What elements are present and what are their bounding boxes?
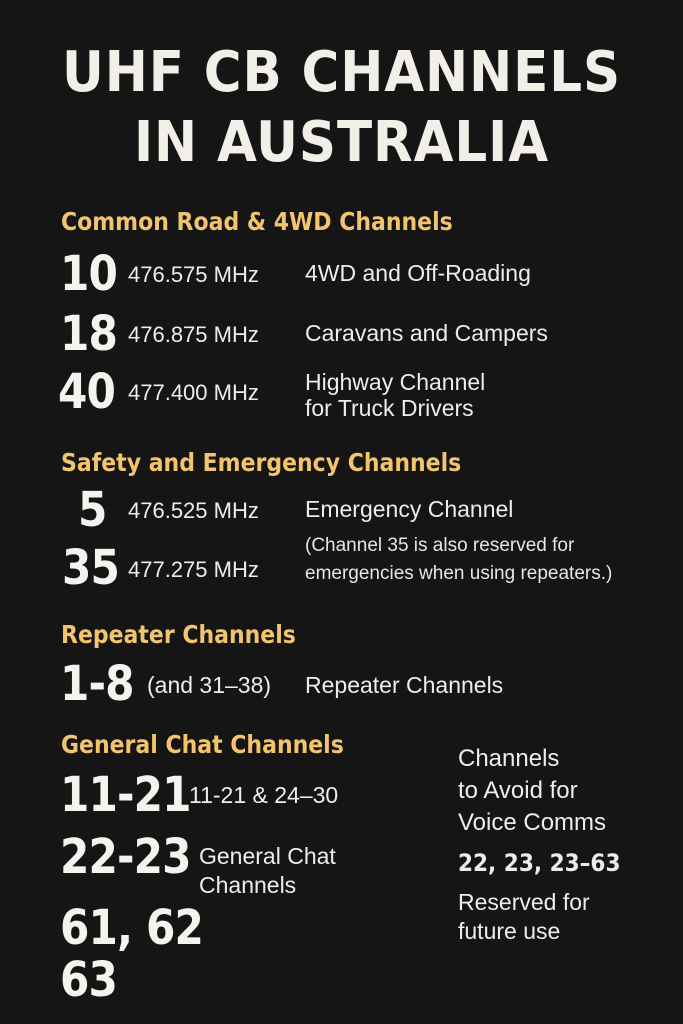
avoid-heading-line2: to Avoid for xyxy=(458,777,578,804)
channel-desc-40-line1: Highway Channel xyxy=(305,369,486,395)
channel-desc-40-line2: for Truck Drivers xyxy=(305,395,474,421)
chat-channel-11-21-desc: 11-21 & 24–30 xyxy=(189,782,339,808)
chat-channel-22-23: 22-23 xyxy=(60,829,191,885)
avoid-note-line1: Reserved for xyxy=(458,889,590,915)
chat-channel-11-21: 11-21 xyxy=(60,767,191,823)
section-heading-chat: General Chat Channels xyxy=(61,730,344,759)
page-title-line1: UHF CB CHANNELS xyxy=(61,40,622,105)
section-heading-repeater: Repeater Channels xyxy=(61,620,296,649)
channel-freq-5: 476.525 MHz xyxy=(128,498,259,523)
channel-number-40: 40 xyxy=(58,364,116,420)
avoid-heading-line1: Channels xyxy=(458,745,560,772)
repeater-desc: Repeater Channels xyxy=(305,672,504,698)
chat-channel-22-23-desc-line1: General Chat xyxy=(199,843,336,869)
channel-freq-40: 477.400 MHz xyxy=(128,380,259,405)
chat-channel-22-23-desc-line2: Channels xyxy=(199,872,297,898)
channel-number-18: 18 xyxy=(60,306,118,362)
channel-freq-18: 476.875 MHz xyxy=(128,322,259,347)
channel-note-35-line1: (Channel 35 is also reserved for xyxy=(305,535,575,556)
page-title-line2: IN AUSTRALIA xyxy=(133,110,550,175)
chat-channel-63: 63 xyxy=(60,952,118,1008)
channel-freq-35: 477.275 MHz xyxy=(128,557,259,582)
avoid-channels: 22, 23, 23–63 xyxy=(458,849,621,877)
channel-number-35: 35 xyxy=(62,540,120,596)
section-heading-safety: Safety and Emergency Channels xyxy=(61,448,462,477)
channel-number-5: 5 xyxy=(78,482,107,538)
channel-freq-10: 476.575 MHz xyxy=(128,262,259,287)
channel-desc-10: 4WD and Off-Roading xyxy=(305,260,531,286)
chat-channel-61-62: 61, 62 xyxy=(60,900,204,956)
section-heading-road: Common Road & 4WD Channels xyxy=(61,207,453,236)
repeater-range: (and 31–38) xyxy=(147,672,272,698)
channel-note-35-line2: emergencies when using repeaters.) xyxy=(305,563,613,584)
channel-number-10: 10 xyxy=(60,246,118,302)
channel-number-repeater: 1-8 xyxy=(60,656,134,712)
avoid-heading-line3: Voice Comms xyxy=(458,809,607,836)
channel-desc-5: Emergency Channel xyxy=(305,496,514,522)
avoid-note-line2: future use xyxy=(458,918,561,944)
channel-desc-18: Caravans and Campers xyxy=(305,320,548,346)
